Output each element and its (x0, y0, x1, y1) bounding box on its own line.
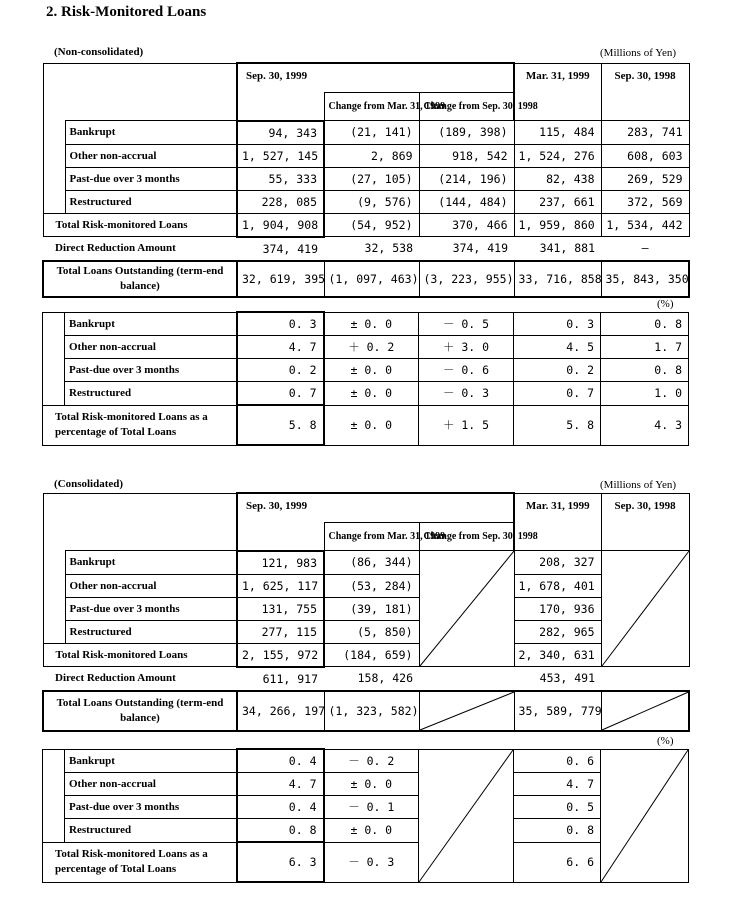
table-cell: － 0. 2 (324, 749, 419, 773)
table-cell: 6. 3 (237, 842, 324, 882)
table-cell: 283, 741 (601, 121, 689, 145)
table-cell: (1, 097, 463) (324, 261, 419, 297)
table-cell: 0. 6 (514, 749, 601, 773)
table-label: Total Risk-monitored Loans as a percentage of Total Loans (43, 842, 237, 882)
section-caption-nonconsolidated: (Non-consolidated) (54, 46, 144, 58)
table-cell: 370, 466 (419, 213, 514, 237)
table-cell: (3, 223, 955) (419, 261, 514, 297)
table-label: Mar. 31, 1999 (514, 493, 601, 551)
table-cell: 918, 542 (419, 144, 514, 167)
table-cell: 228, 085 (237, 190, 324, 213)
table-cell: 5. 8 (514, 405, 601, 445)
table-label: Direct Reduction Amount (55, 672, 176, 685)
table-cell: 34, 266, 197 (237, 691, 324, 731)
table-cell: 208, 327 (514, 551, 601, 575)
na-cell (601, 551, 689, 667)
nonconsolidated-amounts-table (42, 62, 690, 298)
table-cell: 2, 340, 631 (514, 643, 601, 667)
table-cell: 1. 0 (601, 382, 689, 406)
row-label-bankrupt: Bankrupt (65, 121, 237, 145)
table-label: Other non-accrual (65, 574, 237, 597)
table-cell: ± 0. 0 (324, 312, 419, 336)
table-label: Restructured (65, 620, 237, 643)
table-cell: (9, 576) (324, 190, 419, 213)
table-cell: － 0. 3 (419, 382, 514, 406)
table-label: Other non-accrual (65, 336, 237, 359)
table-cell: 1, 527, 145 (237, 144, 324, 167)
consolidated-pct-table (42, 748, 689, 883)
table-label: Restructured (65, 819, 237, 843)
table-cell: 115, 484 (514, 121, 601, 145)
row-label-direct: Direct Reduction Amount (55, 242, 176, 255)
table-cell: 35, 589, 779 (514, 691, 601, 731)
consolidated-amounts-table (42, 492, 690, 732)
table-cell: (144, 484) (419, 190, 514, 213)
table-cell: 1. 7 (601, 336, 689, 359)
row-label-ratio: Total Risk-monitored Loans as a percentage of Total Loans (43, 405, 237, 445)
nonconsolidated-pct-table (42, 311, 689, 446)
table-cell: (86, 344) (324, 551, 419, 575)
table-cell: (214, 196) (419, 167, 514, 190)
table-cell: 372, 569 (601, 190, 689, 213)
table-cell: 0. 3 (514, 312, 601, 336)
table-cell: ± 0. 0 (324, 819, 419, 843)
table-cell: 1, 678, 401 (514, 574, 601, 597)
table-cell: 131, 755 (237, 597, 324, 620)
table-label: Bankrupt (65, 551, 237, 575)
table-cell: (184, 659) (324, 643, 419, 667)
table-cell: 282, 965 (514, 620, 601, 643)
row-label-total: Total Risk-monitored Loans (43, 213, 237, 237)
table-label: Total Risk-monitored Loans (43, 643, 237, 667)
table-cell: (189, 398) (419, 121, 514, 145)
na-cell (419, 749, 514, 882)
unit-label-pct: (%) (657, 735, 674, 747)
table-cell: 374, 419 (262, 241, 318, 256)
unit-label-pct: (%) (657, 298, 674, 310)
table-cell: — (641, 241, 649, 256)
table-cell: 35, 843, 350 (601, 261, 689, 297)
section-caption-consolidated: (Consolidated) (54, 478, 124, 490)
table-cell: 121, 983 (237, 551, 324, 575)
row-label-pastdue: Past-due over 3 months (65, 167, 237, 190)
table-cell: － 0. 6 (419, 359, 514, 382)
table-cell: ＋ 1. 5 (419, 405, 514, 445)
table-label: Sep. 30, 1999 (237, 493, 514, 523)
table-cell: (53, 284) (324, 574, 419, 597)
table-cell: － 0. 3 (324, 842, 419, 882)
table-cell: 33, 716, 858 (514, 261, 601, 297)
table-cell: (54, 952) (324, 213, 419, 237)
row-label-nonaccrual: Other non-accrual (65, 144, 237, 167)
table-cell: － 0. 1 (324, 796, 419, 819)
na-cell (601, 691, 689, 731)
table-cell: 0. 7 (514, 382, 601, 406)
table-cell: 5. 8 (237, 405, 324, 445)
table-cell: 32, 538 (364, 241, 413, 256)
table-cell: ± 0. 0 (324, 773, 419, 796)
table-label: Past-due over 3 months (65, 597, 237, 620)
table-cell: 237, 661 (514, 190, 601, 213)
table-cell: ± 0. 0 (324, 405, 419, 445)
table-cell: (39, 181) (324, 597, 419, 620)
table-cell: － 0. 5 (419, 312, 514, 336)
table-cell: 277, 115 (237, 620, 324, 643)
table-cell: ± 0. 0 (324, 359, 419, 382)
table-cell: 94, 343 (237, 121, 324, 145)
table-cell: 0. 8 (601, 359, 689, 382)
table-cell: 1, 534, 442 (601, 213, 689, 237)
table-cell: 4. 3 (601, 405, 689, 445)
table-cell: 0. 4 (237, 796, 324, 819)
table-cell: 1, 904, 908 (237, 213, 324, 237)
table-cell: 0. 8 (237, 819, 324, 843)
table-cell: ＋ 0. 2 (324, 336, 419, 359)
table-cell: 374, 419 (452, 241, 509, 256)
table-label: Restructured (65, 382, 237, 406)
table-cell: 0. 2 (237, 359, 324, 382)
table-cell: 341, 881 (539, 241, 596, 256)
unit-label: (Millions of Yen) (600, 479, 677, 491)
header-sep99: Sep. 30, 1999 (237, 63, 514, 93)
table-cell: 4. 7 (514, 773, 601, 796)
page-title: 2. Risk-Monitored Loans (46, 4, 207, 20)
table-cell: ＋ 3. 0 (419, 336, 514, 359)
table-cell: 1, 959, 860 (514, 213, 601, 237)
table-cell: 1, 524, 276 (514, 144, 601, 167)
table-cell: 0. 5 (514, 796, 601, 819)
table-cell: 6. 6 (514, 842, 601, 882)
header-blank (43, 63, 237, 121)
table-cell: 32, 619, 395 (237, 261, 324, 297)
table-label: Other non-accrual (65, 773, 237, 796)
header-mar99: Mar. 31, 1999 (514, 63, 601, 121)
table-cell: (27, 105) (324, 167, 419, 190)
table-cell: (5, 850) (324, 620, 419, 643)
table-cell: 0. 7 (237, 382, 324, 406)
table-cell: 4. 7 (237, 336, 324, 359)
table-cell: (1, 323, 582) (324, 691, 419, 731)
header-sep98: Sep. 30, 1998 (601, 63, 689, 121)
table-cell: ± 0. 0 (324, 382, 419, 406)
table-cell: 0. 8 (601, 312, 689, 336)
table-cell: 158, 426 (357, 671, 413, 686)
na-cell (601, 749, 689, 882)
table-label: Change from Sep. 30, 1998 (419, 523, 514, 551)
table-label: Past-due over 3 months (65, 359, 237, 382)
table-cell: 1, 625, 117 (237, 574, 324, 597)
table-cell: 0. 3 (237, 312, 324, 336)
table-cell: 611, 917 (262, 671, 318, 686)
table-cell: 0. 2 (514, 359, 601, 382)
table-cell: 170, 936 (514, 597, 601, 620)
unit-label: (Millions of Yen) (600, 47, 677, 59)
na-cell (419, 551, 514, 667)
table-cell: 2, 869 (324, 144, 419, 167)
table-cell: 608, 603 (601, 144, 689, 167)
table-cell: 269, 529 (601, 167, 689, 190)
table-cell: 453, 491 (539, 671, 596, 686)
table-cell: 0. 4 (237, 749, 324, 773)
table-cell: 4. 5 (514, 336, 601, 359)
table-label: Sep. 30, 1998 (601, 493, 689, 551)
table-label: Bankrupt (65, 312, 237, 336)
table-label: Total Loans Outstanding (term-end balance) (43, 691, 237, 731)
header-change-mar: Change from Mar. 31, 1999 (324, 93, 419, 121)
table-cell: (21, 141) (324, 121, 419, 145)
header-change-sep: Change from Sep. 30, 1998 (419, 93, 514, 121)
row-label-restructured: Restructured (65, 190, 237, 213)
table-cell: 82, 438 (514, 167, 601, 190)
table-cell: 4. 7 (237, 773, 324, 796)
na-cell (419, 691, 514, 731)
table-cell: 0. 8 (514, 819, 601, 843)
table-label: Bankrupt (65, 749, 237, 773)
table-cell: 55, 333 (237, 167, 324, 190)
table-cell: 2, 155, 972 (237, 643, 324, 667)
table-label: Change from Mar. 31, 1999 (324, 523, 419, 551)
table-label: Past-due over 3 months (65, 796, 237, 819)
row-label-outstanding: Total Loans Outstanding (term-end balance) (43, 261, 237, 297)
